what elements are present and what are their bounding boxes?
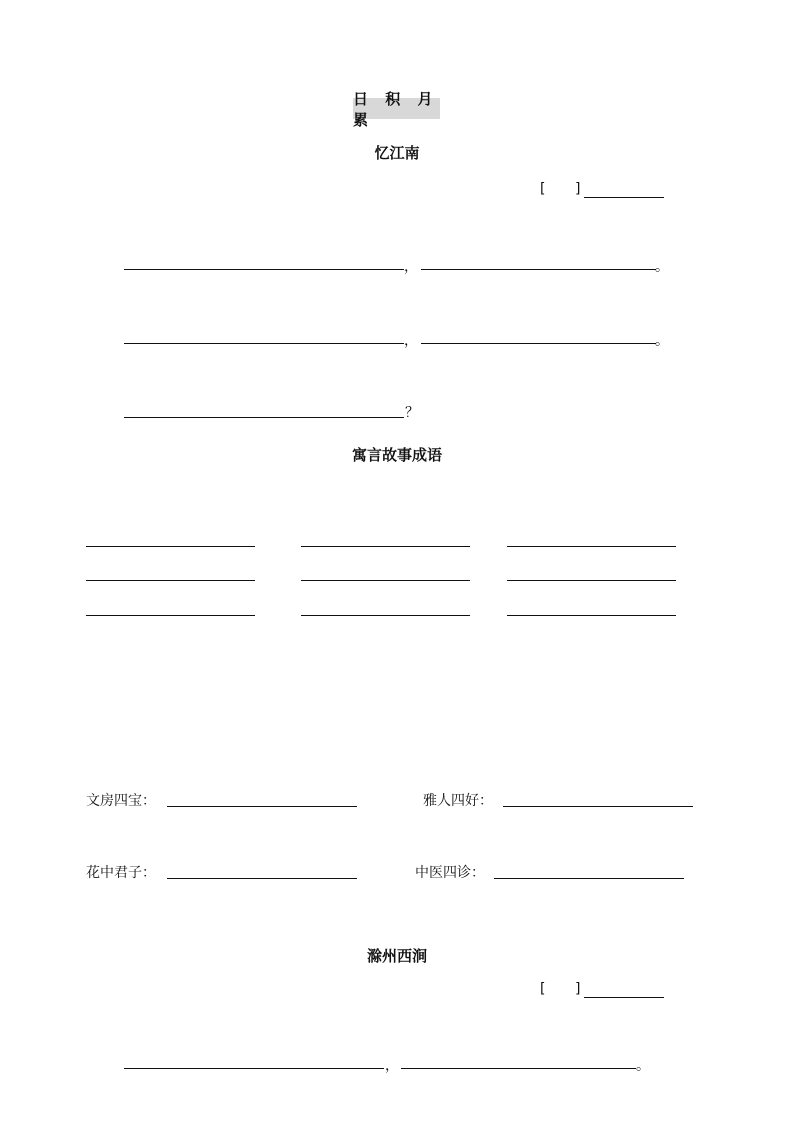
huazhong-junzi-blank[interactable] xyxy=(167,878,357,879)
period: 。 xyxy=(636,1058,650,1074)
idiom-blank[interactable] xyxy=(507,615,676,616)
label-zhongyi-sizhen: 中医四诊： xyxy=(415,865,485,881)
author-bracket-open: [ xyxy=(540,981,546,997)
idiom-blank[interactable] xyxy=(507,546,676,547)
poem-line-2a-blank[interactable] xyxy=(124,343,404,344)
poem-line-3-blank[interactable] xyxy=(124,417,404,418)
idiom-blank[interactable] xyxy=(301,546,470,547)
poem-line-1b-blank[interactable] xyxy=(421,269,656,270)
label-wenfang-sibao: 文房四宝： xyxy=(86,793,156,809)
label-yaren-sihao: 雅人四好： xyxy=(423,793,493,809)
idiom-blank[interactable] xyxy=(86,580,255,581)
comma: ， xyxy=(404,259,418,275)
author-bracket-close: ] xyxy=(575,181,581,197)
idiom-blank[interactable] xyxy=(301,580,470,581)
idiom-blank[interactable] xyxy=(507,580,676,581)
idioms-title: 寓言故事成语 xyxy=(351,446,442,464)
poem-line-2b-blank[interactable] xyxy=(421,343,656,344)
zhongyi-sizhen-blank[interactable] xyxy=(494,878,684,879)
author-bracket-open: [ xyxy=(540,181,546,197)
author-bracket-close: ] xyxy=(575,981,581,997)
poem-line-1a-blank[interactable] xyxy=(124,269,404,270)
comma: ， xyxy=(404,333,418,349)
poem2-line-1a-blank[interactable] xyxy=(124,1068,384,1069)
question-mark: ？ xyxy=(405,405,419,421)
period: 。 xyxy=(655,259,669,275)
page-title: 日 积 月 累 xyxy=(353,89,439,129)
author-blank[interactable] xyxy=(584,997,664,998)
poem-title-chuzhou-xijian: 滁州西涧 xyxy=(366,947,427,965)
wenfang-sibao-blank[interactable] xyxy=(167,806,357,807)
label-huazhong-junzi: 花中君子： xyxy=(86,865,156,881)
yaren-sihao-blank[interactable] xyxy=(503,806,693,807)
comma: ， xyxy=(385,1058,399,1074)
author-blank[interactable] xyxy=(584,197,664,198)
poem2-line-1b-blank[interactable] xyxy=(401,1068,636,1069)
poem-title-yijiangnan: 忆江南 xyxy=(374,144,420,162)
idiom-blank[interactable] xyxy=(86,615,255,616)
idiom-blank[interactable] xyxy=(86,546,255,547)
period: 。 xyxy=(655,333,669,349)
idiom-blank[interactable] xyxy=(301,615,470,616)
